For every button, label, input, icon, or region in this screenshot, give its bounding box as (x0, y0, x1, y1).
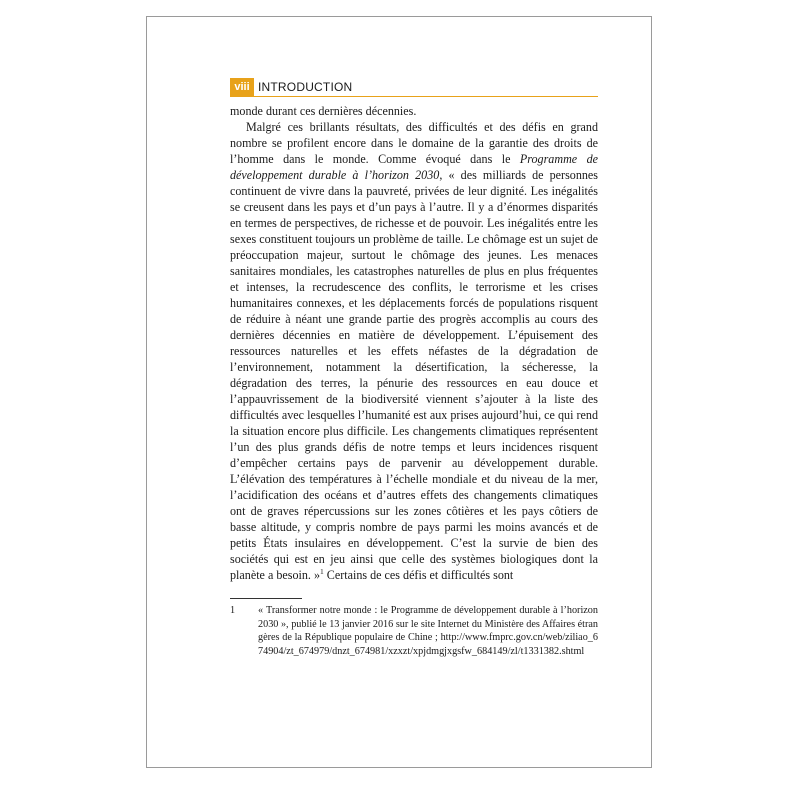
paragraph-quote: , « des milliards de personnes continuent de vivre dans la pauvreté, privées de leur dignité. Les inégalités se creusent dans les pays et d’un pays à l’autre. Il y a d’énormes disparités en termes de perspectives, de richesse et de pouvoir. Les inégalités entre les sexes constituent toujours un problème de taille. Le chômage est un sujet de préoccupation majeur, surtout le chômage des jeunes. Les menaces sanitaires mondiales, les catastrophes naturelles de plus en plus fréquentes et intenses, la recrudescence des conflits, le terrorisme et les crises humanitaires connexes, et les déplacements forcés de populations risquent de réduire à néant une grande partie des progrès accomplis au cours des dernières décennies en matière de développement. L’épuisement des ressources naturelles et les effets néfastes de la dégradation de l’environnement, notamment la désertification, la sécheresse, la dégradation des terres, la pénurie des ressources en eau douce et l’appauvrissement de la biodiversité viennent s’ajouter à la liste des difficultés avec lesquelles l’humanité est aux prises aujourd’hui, ce qui rend la situation encore plus difficile. Les changements climatiques représentent l’un des plus grands défis de notre temps et leurs incidences risquent d’empêcher certains pays de parvenir au développement durable. L’élévation des températures à l’échelle mondiale et du niveau de la mer, l’acidification des océans et d’autres effets des changements climatiques ont de graves répercussions sur les zones côtières et les pays côtiers de basse altitude, y compris nombre de pays parmi les moins avancés et de petits États insulaires en développement. C’est la survie de bien des sociétés qui est en jeu ainsi que celle des systèmes biologiques dont la planète a besoin. » (230, 168, 598, 582)
footnote (230, 604, 598, 658)
footnote-number: 1 (230, 605, 236, 616)
header-rule (230, 96, 598, 97)
body-text (230, 103, 598, 583)
running-header (230, 78, 598, 96)
footnote-text: « Transformer notre monde : le Programme de développement durable à l’horizon 2030 », publié le 13 janvier 2016 sur le site Internet du Ministère des Affaires étrangères de la République populaire de Chine ; http://www.fmprc.gov.cn/web/ziliao_674904/zt_674979/dnzt_674981/xzxzt/xpjdmgjxgsfw_684149/zl/t1331382.shtml (258, 605, 598, 657)
programme-title: Programme de développement durable à l’horizon 2030 (230, 152, 598, 182)
section-title: INTRODUCTION (258, 80, 353, 94)
continuation-paragraph: monde durant ces dernières décennies. (230, 104, 417, 118)
main-paragraph (230, 119, 598, 583)
paragraph-text-start: Malgré ces brillants résultats, des difficultés et des défis en grand nombre se profilent encore dans le domaine de la garantie des droits de l’homme dans le monde. Comme évoqué dans le (230, 120, 598, 166)
paragraph-text-end: Certains de ces défis et difficultés sont (323, 568, 514, 582)
page-number-badge: viii (230, 78, 254, 96)
footnote-rule (230, 598, 302, 599)
footnote-reference[interactable]: 1 (320, 566, 324, 576)
